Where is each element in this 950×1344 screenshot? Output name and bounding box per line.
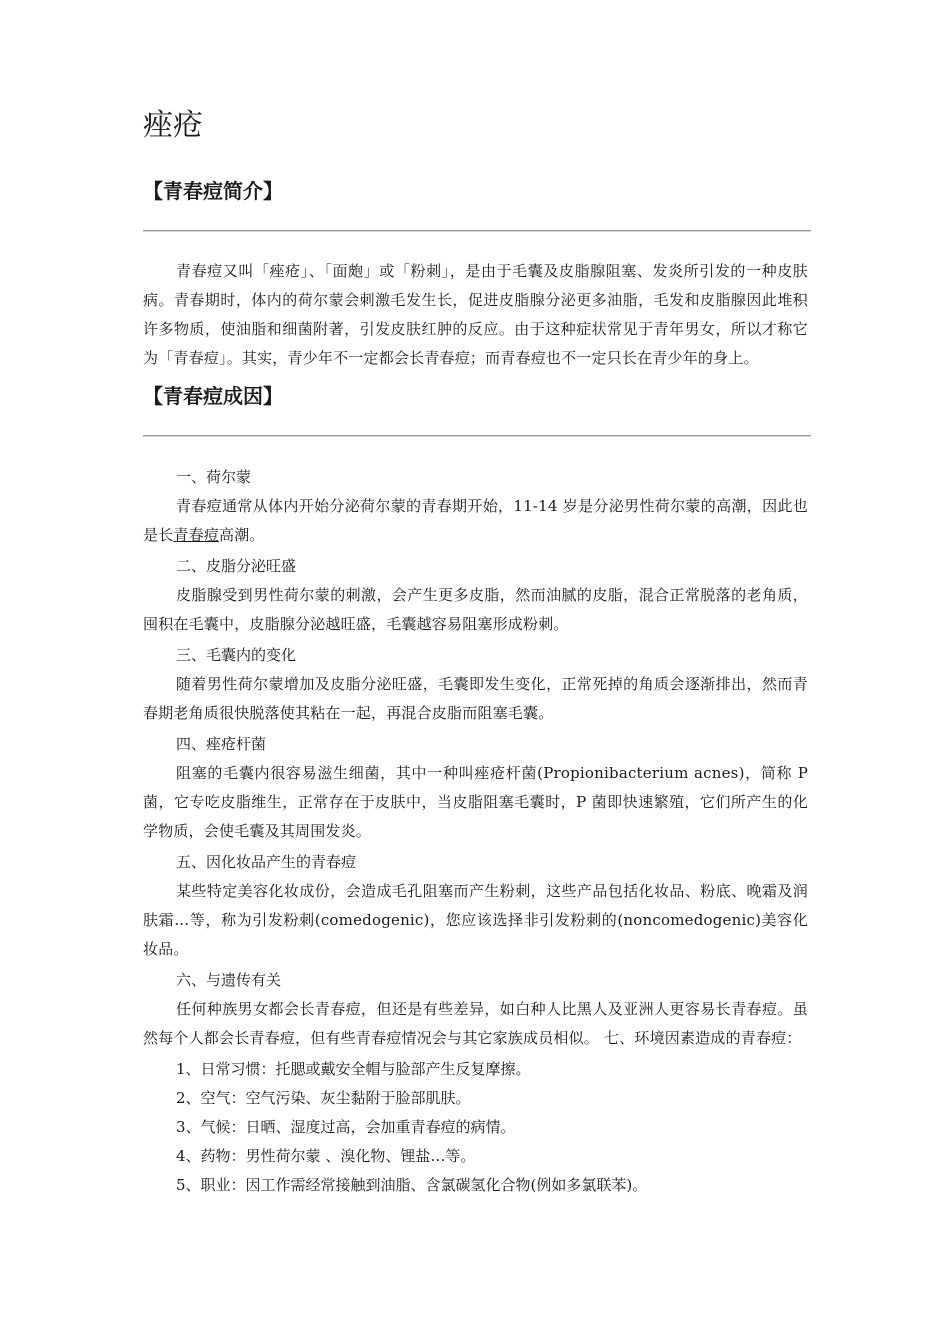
cause-subtitle: 六、与遗传有关 xyxy=(176,971,282,989)
causes-list xyxy=(143,463,808,1200)
cause-subtitle: 四、痤疮杆菌 xyxy=(176,735,267,753)
intro-paragraph: 青春痘又叫「痤疮」、「面皰」或「粉刺」，是由于毛囊及皮脂腺阻塞、发炎所引发的一种皮肤病。青春期时，体内的荷尔蒙会刺激毛发生长，促进皮脂腺分泌更多油脂，毛发和皮脂腺因此堆积许多物质，使油脂和细菌附著，引发皮肤红肿的反应。由于这种症状常见于青年男女，所以才称它为「青春痘」。其实，青少年不一定都会长青春痘；而青春痘也不一定只长在青少年的身上。 xyxy=(143,262,808,367)
cause-paragraph: 皮脂腺受到男性荷尔蒙的刺激，会产生更多皮脂，然而油腻的皮脂，混合正常脱落的老角质，囤积在毛囊中，皮脂腺分泌越旺盛，毛囊越容易阻塞形成粉刺。 xyxy=(143,586,808,633)
cause-paragraph: 随着男性荷尔蒙增加及皮脂分泌旺盛，毛囊即发生变化，正常死掉的角质会逐渐排出，然而青春期老角质很快脱落使其粘在一起，再混合皮脂而阻塞毛囊。 xyxy=(143,675,808,722)
page-title: 痤疮 xyxy=(143,108,203,143)
section-heading-intro: 【青春痘简介】 xyxy=(143,179,283,203)
cause-paragraph: 任何种族男女都会长青春痘，但还是有些差异，如白种人比黑人及亚洲人更容易长青春痘。虽然每个人都会长青春痘，但有些青春痘情况会与其它家族成员相似。 七、环境因素造成的青春痘： xyxy=(143,1000,808,1047)
list-item: 3、气候：日晒、湿度过高，会加重青春痘的病情。 xyxy=(176,1118,516,1136)
list-item: 5、职业：因工作需经常接触到油脂、含氯碳氢化合物(例如多氯联苯)。 xyxy=(176,1176,648,1194)
cause-paragraph xyxy=(143,492,808,550)
list-item: 2、空气：空气污染、灰尘黏附于脸部肌肤。 xyxy=(176,1089,471,1107)
cause-paragraph: 阻塞的毛囊内很容易滋生细菌，其中一种叫痤疮杆菌(Propionibacterium acnes)，简称 P 菌，它专吃皮脂维生，正常存在于皮肤中，当皮脂阻塞毛囊时，P 菌即快速繁殖，它们所产生的化学物质，会使毛囊及其周围发炎。 xyxy=(143,764,808,840)
cause-text: 高潮。 xyxy=(219,526,265,544)
cause-subtitle: 三、毛囊内的变化 xyxy=(176,646,297,664)
list-item: 1、日常习惯：托腮或戴安全帽与脸部产生反复摩擦。 xyxy=(176,1060,531,1078)
acne-link[interactable]: 青春痘 xyxy=(173,526,220,544)
cause-subtitle: 一、荷尔蒙 xyxy=(176,468,252,486)
cause-paragraph: 某些特定美容化妆成份，会造成毛孔阻塞而产生粉刺，这些产品包括化妆品、粉底、晚霜及润肤霜…等，称为引发粉刺(comedogenic)，您应该选择非引发粉刺的(noncomedogenic)美容化妆品。 xyxy=(143,882,808,958)
cause-subtitle: 二、皮脂分泌旺盛 xyxy=(176,557,297,575)
cause-subtitle: 五、因化妆品产生的青春痘 xyxy=(176,853,357,871)
section-heading-causes: 【青春痘成因】 xyxy=(143,384,283,408)
section-divider xyxy=(143,435,811,437)
section-divider xyxy=(143,230,811,232)
list-item: 4、药物：男性荷尔蒙 、溴化物、锂盐…等。 xyxy=(176,1147,476,1165)
cause-text: 青春痘通常从体内开始分泌荷尔蒙的青春期开始，11-14 岁是分泌男性荷尔蒙的高潮，因此也是长 xyxy=(143,497,808,544)
